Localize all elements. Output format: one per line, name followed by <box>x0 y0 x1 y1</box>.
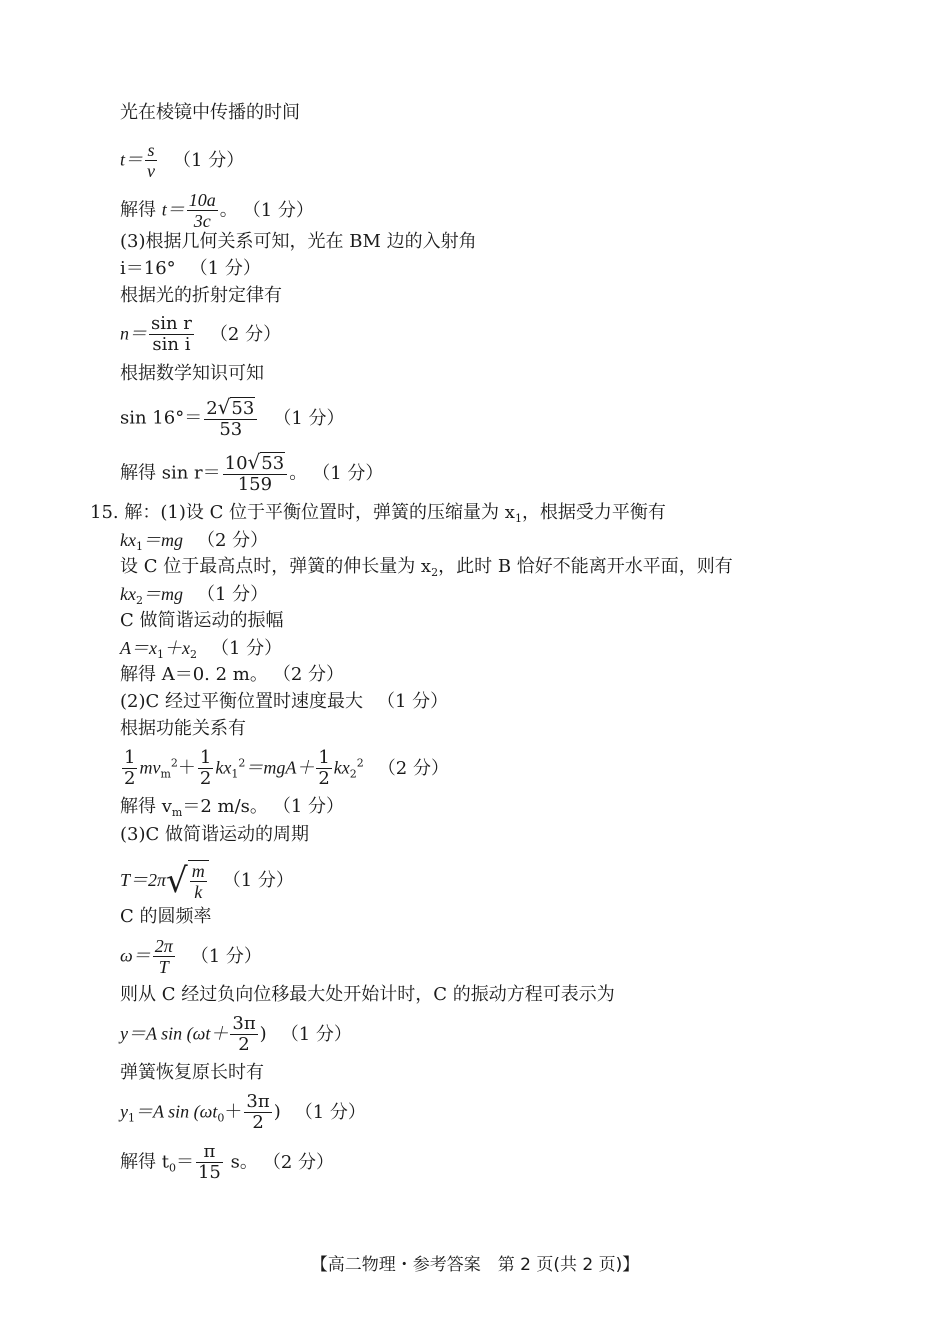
formula-line: y＝A sin (ωt＋ $\frac{3\pi}{2}$ ) （1 分） <box>120 1013 352 1055</box>
text-line: 光在棱镜中传播的时间 <box>120 102 300 123</box>
page-footer: 【高二物理・参考答案 第 2 页(共 2 页)】 <box>310 1255 640 1275</box>
formula-line: n＝ $\frac{\text{sin r}}{\text{sin i}}$ （2 分） <box>120 313 282 355</box>
text-line: 根据数学知识可知 <box>120 363 264 384</box>
formula-line: ω＝ $\frac{2\pi}{T}$ （1 分） <box>120 936 262 977</box>
text-line: 设 C 位于最高点时，弹簧的伸长量为 $x_2$，此时 B 恰好不能离开水平面，则有 <box>120 556 733 579</box>
text-line: 根据光的折射定律有 <box>120 285 282 306</box>
formula-line: 解得 $t_0=$ $\frac{\pi}{15}$ s。 （2 分） <box>120 1141 335 1183</box>
formula-line: $kx_2=mg$ （1 分） <box>120 584 269 607</box>
formula-line: $\frac{1}{2}$ $mv_m^2+$ $\frac{1}{2}$ $kx_1^2=mgA+$ $\frac{1}{2}$ $kx_2^2$ （2 分） <box>124 747 449 789</box>
formula-line: i＝16° （1 分） <box>120 258 261 279</box>
question-heading: 15. 解：(1)设 C 位于平衡位置时，弹簧的压缩量为 $x_1$，根据受力平衡有 <box>90 502 666 525</box>
text-line: (3)根据几何关系可知，光在 BM 边的入射角 <box>120 231 477 252</box>
formula-line: $A=x_1+x_2$ （1 分） <box>120 638 283 661</box>
text-line: (3)C 做简谐运动的周期 <box>120 824 309 845</box>
formula-line: 解得 $v_m=2$ m/s。 （1 分） <box>120 796 345 819</box>
text-line: 则从 C 经过负向位移最大处开始计时，C 的振动方程可表示为 <box>120 984 615 1005</box>
formula-line: T＝2π√ $\frac{m}{k}$ （1 分） <box>120 861 294 902</box>
formula-line: 解得 A＝0. 2 m。 （2 分） <box>120 664 345 685</box>
text-line: 根据功能关系有 <box>120 718 246 739</box>
text-line: C 的圆频率 <box>120 906 212 927</box>
text-line: (2)C 经过平衡位置时速度最大 （1 分） <box>120 691 449 712</box>
formula-line: 解得 sin r＝ $\frac{10√53}{159}$ 。 （1 分） <box>120 450 384 495</box>
text-line: C 做简谐运动的振幅 <box>120 610 284 631</box>
formula-line: sin 16°＝ $\frac{2√53}{53}$ （1 分） <box>120 395 345 440</box>
formula-line: t＝ $\frac{s}{v}$ （1 分） <box>120 140 245 181</box>
formula-line: $y_1=A$ $\sin (\omega t_0+$ $\frac{3\pi}{2}$ ) （1 分） <box>120 1091 366 1133</box>
formula-line: 解得 t＝ $\frac{10a}{3c}$ 。 （1 分） <box>120 190 314 231</box>
formula-line: $kx_1=mg$ （2 分） <box>120 530 269 553</box>
text-line: 弹簧恢复原长时有 <box>120 1062 264 1083</box>
